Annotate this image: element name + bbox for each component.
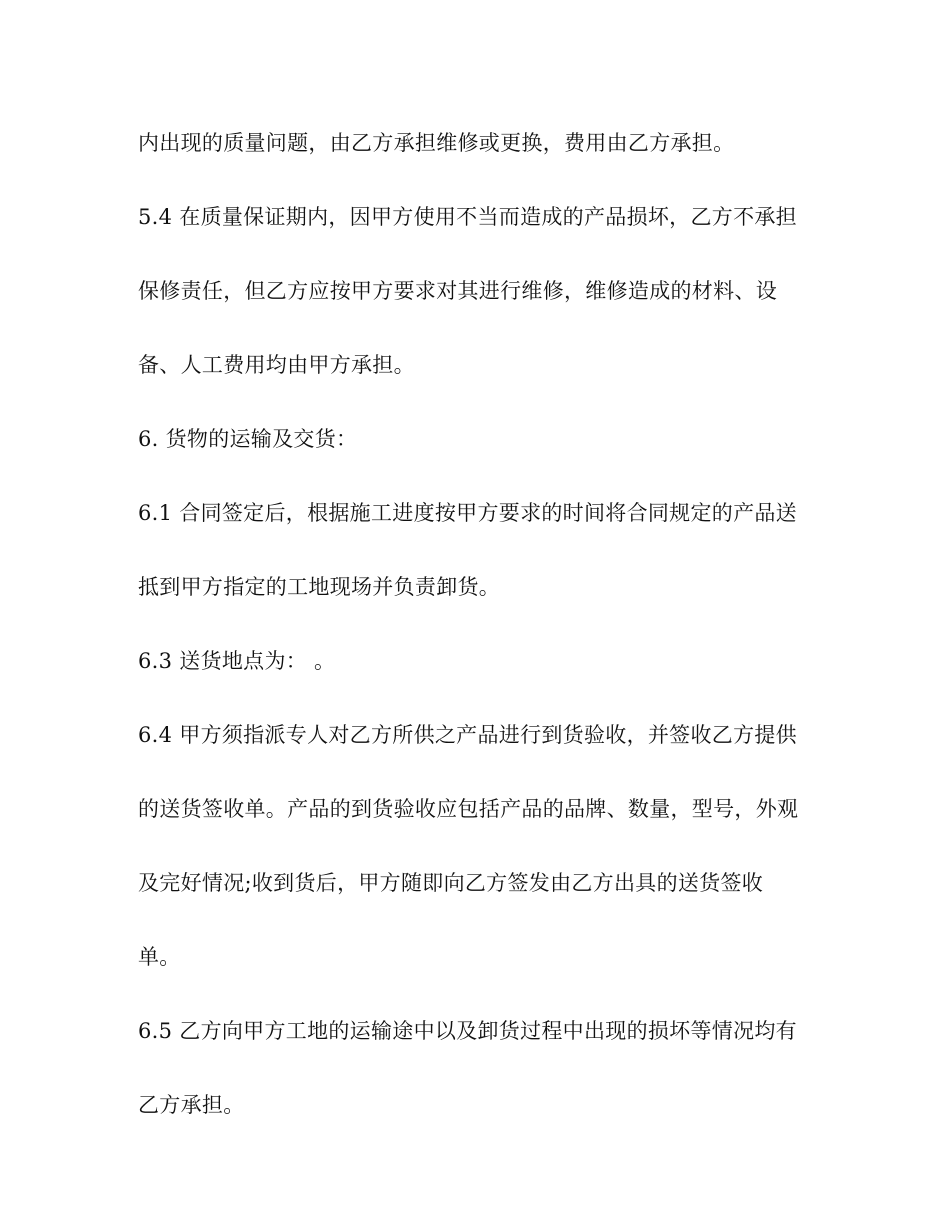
paragraph-line: 6.3 送货地点为： 。 [138, 649, 336, 673]
paragraph-line: 的送货签收单。产品的到货验收应包括产品的品牌、数量，型号，外观 [138, 797, 799, 821]
paragraph-line: 抵到甲方指定的工地现场并负责卸货。 [138, 575, 501, 599]
section-heading: 6. 货物的运输及交货： [138, 427, 358, 451]
paragraph-line: 乙方承担。 [138, 1093, 245, 1117]
paragraph-line: 保修责任，但乙方应按甲方要求对其进行维修，维修造成的材料、设 [138, 279, 777, 303]
paragraph-line: 6.5 乙方向甲方工地的运输途中以及卸货过程中出现的损坏等情况均有 [138, 1019, 797, 1043]
paragraph-line: 6.1 合同签定后，根据施工进度按甲方要求的时间将合同规定的产品送 [138, 501, 797, 525]
paragraph-line: 6.4 甲方须指派专人对乙方所供之产品进行到货验收，并签收乙方提供 [138, 723, 797, 747]
paragraph-line: 及完好情况;收到货后，甲方随即向乙方签发由乙方出具的送货签收 [138, 871, 764, 895]
paragraph-line: 备、人工费用均由甲方承担。 [138, 353, 415, 377]
paragraph-line: 内出现的质量问题，由乙方承担维修或更换，费用由乙方承担。 [138, 131, 735, 155]
paragraph-line: 5.4 在质量保证期内，因甲方使用不当而造成的产品损坏，乙方不承担 [138, 205, 797, 229]
paragraph-line: 单。 [138, 945, 181, 969]
